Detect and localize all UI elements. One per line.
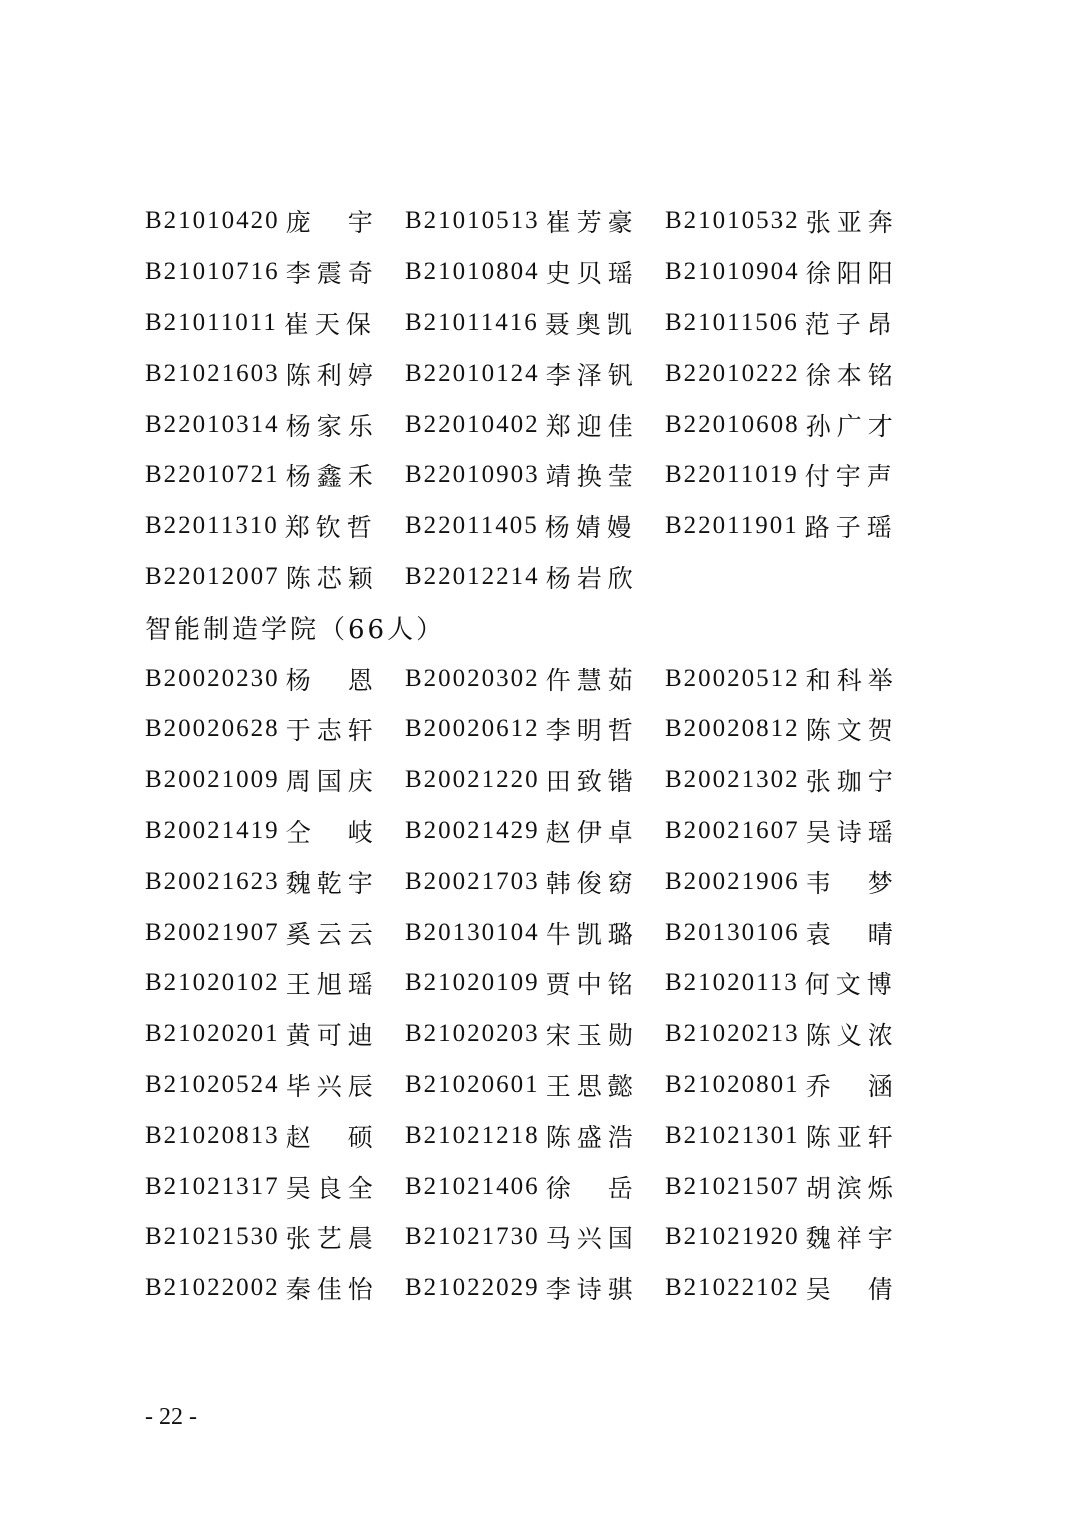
student-entry bbox=[145, 1169, 405, 1205]
student-id: B20021220 bbox=[405, 766, 540, 794]
student-name: 张珈宁 bbox=[805, 769, 899, 797]
name-row bbox=[145, 552, 945, 603]
student-id: B21020203 bbox=[405, 1020, 540, 1048]
student-entry bbox=[665, 1270, 925, 1306]
student-id: B21020201 bbox=[145, 1020, 280, 1048]
student-id: B21021218 bbox=[405, 1121, 540, 1149]
student-id: B21020601 bbox=[405, 1070, 540, 1098]
student-entry bbox=[665, 1016, 925, 1052]
student-id: B22012007 bbox=[145, 562, 280, 590]
student-name: 周国庆 bbox=[285, 769, 379, 797]
student-entry bbox=[405, 1270, 665, 1306]
name-row bbox=[145, 856, 945, 907]
student-entry bbox=[405, 356, 665, 392]
student-name: 魏乾宇 bbox=[285, 870, 379, 898]
student-name: 赵 硕 bbox=[285, 1124, 379, 1152]
student-name: 仵慧茹 bbox=[545, 667, 639, 695]
student-entry bbox=[145, 508, 405, 544]
student-name: 韦 梦 bbox=[805, 870, 899, 898]
student-entry bbox=[145, 1270, 405, 1306]
student-id: B21021507 bbox=[665, 1172, 800, 1200]
student-id: B21010513 bbox=[405, 207, 540, 235]
student-id: B22011310 bbox=[145, 512, 279, 540]
student-entry bbox=[405, 305, 665, 341]
student-name: 贾中铭 bbox=[545, 972, 639, 1000]
name-row bbox=[145, 247, 945, 298]
student-id: B20020612 bbox=[405, 715, 540, 743]
student-name: 徐本铭 bbox=[805, 362, 899, 390]
name-row bbox=[145, 1110, 945, 1161]
student-name: 李诗骐 bbox=[545, 1277, 639, 1305]
student-name: 牛凯璐 bbox=[545, 921, 639, 949]
student-id: B22011901 bbox=[665, 512, 799, 540]
student-name: 付宇声 bbox=[804, 464, 898, 492]
student-name: 和科举 bbox=[805, 667, 899, 695]
student-name: 杨家乐 bbox=[285, 413, 379, 441]
student-entry bbox=[405, 559, 665, 595]
student-name: 李震奇 bbox=[285, 261, 379, 289]
student-name: 陈利婷 bbox=[285, 362, 379, 390]
student-entry bbox=[145, 762, 405, 798]
student-entry bbox=[405, 203, 665, 239]
student-name: 田致锴 bbox=[545, 769, 639, 797]
name-row bbox=[145, 958, 945, 1009]
student-entry bbox=[145, 711, 405, 747]
student-entry bbox=[145, 203, 405, 239]
student-name: 韩俊窈 bbox=[545, 870, 639, 898]
student-name: 徐阳阳 bbox=[805, 261, 899, 289]
student-entry bbox=[665, 965, 925, 1001]
student-name: 陈芯颖 bbox=[285, 565, 379, 593]
student-entry bbox=[405, 864, 665, 900]
student-name: 黄可迪 bbox=[285, 1023, 379, 1051]
student-entry bbox=[405, 661, 665, 697]
student-id: B21022002 bbox=[145, 1274, 280, 1302]
student-name: 路子瑶 bbox=[804, 515, 898, 543]
student-name: 崔芳豪 bbox=[545, 210, 639, 238]
student-entry bbox=[145, 661, 405, 697]
student-id: B21021530 bbox=[145, 1223, 280, 1251]
student-name: 赵伊卓 bbox=[545, 819, 639, 847]
section-heading: 智能制造学院（66人） bbox=[145, 615, 446, 646]
student-id: B21011506 bbox=[665, 308, 799, 336]
student-id: B21011416 bbox=[405, 308, 539, 336]
student-id: B20020812 bbox=[665, 715, 800, 743]
student-entry bbox=[665, 711, 925, 747]
student-id: B21020801 bbox=[665, 1070, 800, 1098]
student-id: B21021730 bbox=[405, 1223, 540, 1251]
student-name: 袁 晴 bbox=[805, 921, 899, 949]
name-row bbox=[145, 755, 945, 806]
student-name: 范子昂 bbox=[804, 311, 898, 339]
student-entry bbox=[665, 254, 925, 290]
student-name: 何文博 bbox=[804, 972, 898, 1000]
student-entry bbox=[145, 1016, 405, 1052]
student-id: B20021429 bbox=[405, 816, 540, 844]
student-entry bbox=[665, 508, 925, 544]
student-id: B22010222 bbox=[665, 359, 800, 387]
student-entry bbox=[145, 915, 405, 951]
student-id: B20021906 bbox=[665, 867, 800, 895]
student-entry bbox=[665, 915, 925, 951]
student-entry bbox=[145, 407, 405, 443]
student-name: 庞 宇 bbox=[285, 210, 379, 238]
student-id: B22010124 bbox=[405, 359, 540, 387]
student-id: B21010532 bbox=[665, 207, 800, 235]
student-id: B21020813 bbox=[145, 1121, 280, 1149]
student-id: B21021920 bbox=[665, 1223, 800, 1251]
student-entry bbox=[665, 203, 925, 239]
student-entry bbox=[405, 457, 665, 493]
student-entry bbox=[405, 254, 665, 290]
student-name: 李泽钒 bbox=[545, 362, 639, 390]
student-name: 吴良全 bbox=[285, 1175, 379, 1203]
student-id: B22010314 bbox=[145, 410, 280, 438]
student-id: B20021907 bbox=[145, 918, 280, 946]
student-id: B21022029 bbox=[405, 1274, 540, 1302]
student-entry bbox=[405, 711, 665, 747]
student-id: B21020113 bbox=[665, 969, 799, 997]
student-id: B22011019 bbox=[665, 461, 799, 489]
student-id: B20130104 bbox=[405, 918, 540, 946]
section-list-intelligent-manufacturing bbox=[145, 653, 945, 1313]
name-row bbox=[145, 348, 945, 399]
student-name: 崔天保 bbox=[283, 311, 377, 339]
student-id: B20021009 bbox=[145, 766, 280, 794]
student-id: B21021317 bbox=[145, 1172, 280, 1200]
name-row bbox=[145, 298, 945, 349]
student-id: B22011405 bbox=[405, 512, 539, 540]
student-name: 秦佳怡 bbox=[285, 1277, 379, 1305]
student-list bbox=[145, 196, 945, 1314]
student-entry bbox=[665, 762, 925, 798]
student-id: B21010904 bbox=[665, 258, 800, 286]
student-entry bbox=[145, 356, 405, 392]
student-id: B21021406 bbox=[405, 1172, 540, 1200]
student-entry bbox=[145, 864, 405, 900]
student-id: B20020302 bbox=[405, 664, 540, 692]
student-entry bbox=[665, 661, 925, 697]
student-entry bbox=[145, 457, 405, 493]
student-name: 陈亚轩 bbox=[805, 1124, 899, 1152]
name-row bbox=[145, 501, 945, 552]
student-entry bbox=[665, 457, 925, 493]
student-id: B21020524 bbox=[145, 1070, 280, 1098]
student-entry bbox=[405, 508, 665, 544]
student-id: B20021419 bbox=[145, 816, 280, 844]
student-entry bbox=[665, 864, 925, 900]
student-id: B20021302 bbox=[665, 766, 800, 794]
name-row bbox=[145, 1263, 945, 1314]
student-entry bbox=[145, 254, 405, 290]
student-id: B22010721 bbox=[145, 461, 280, 489]
name-row bbox=[145, 806, 945, 857]
student-name: 李明哲 bbox=[545, 718, 639, 746]
name-row bbox=[145, 1212, 945, 1263]
name-row bbox=[145, 1161, 945, 1212]
student-entry bbox=[145, 1067, 405, 1103]
name-row bbox=[145, 399, 945, 450]
student-name: 乔 涵 bbox=[805, 1073, 899, 1101]
student-id: B22010402 bbox=[405, 410, 540, 438]
student-id: B21020213 bbox=[665, 1020, 800, 1048]
student-entry bbox=[145, 305, 405, 341]
student-id: B21022102 bbox=[665, 1274, 800, 1302]
student-name: 魏祥宇 bbox=[805, 1226, 899, 1254]
student-entry bbox=[405, 1016, 665, 1052]
student-id: B21021603 bbox=[145, 359, 280, 387]
student-name: 陈文贺 bbox=[805, 718, 899, 746]
student-entry bbox=[145, 559, 405, 595]
student-entry bbox=[665, 1067, 925, 1103]
student-name: 郑钦哲 bbox=[284, 515, 378, 543]
student-id: B22012214 bbox=[405, 562, 540, 590]
student-name: 史贝瑶 bbox=[545, 261, 639, 289]
student-id: B21010420 bbox=[145, 207, 280, 235]
student-entry bbox=[665, 407, 925, 443]
student-name: 靖换莹 bbox=[545, 464, 639, 492]
student-id: B21020102 bbox=[145, 969, 280, 997]
student-entry bbox=[405, 1169, 665, 1205]
student-entry bbox=[665, 1219, 925, 1255]
student-name: 聂奥凯 bbox=[544, 311, 638, 339]
student-entry bbox=[405, 813, 665, 849]
student-id: B22010903 bbox=[405, 461, 540, 489]
name-row bbox=[145, 1060, 945, 1111]
student-name: 于志轩 bbox=[285, 718, 379, 746]
student-name: 郑迎佳 bbox=[545, 413, 639, 441]
student-name: 毕兴辰 bbox=[285, 1073, 379, 1101]
student-entry bbox=[405, 915, 665, 951]
student-id: B21021301 bbox=[665, 1121, 800, 1149]
student-entry bbox=[405, 1118, 665, 1154]
student-id: B20020628 bbox=[145, 715, 280, 743]
student-name: 杨鑫禾 bbox=[285, 464, 379, 492]
section-list-continued bbox=[145, 196, 945, 602]
student-name: 孙广才 bbox=[805, 413, 899, 441]
student-id: B20130106 bbox=[665, 918, 800, 946]
student-name: 宋玉勋 bbox=[545, 1023, 639, 1051]
student-entry bbox=[405, 762, 665, 798]
student-name: 杨婧嫚 bbox=[544, 515, 638, 543]
name-row bbox=[145, 653, 945, 704]
student-id: B20021623 bbox=[145, 867, 280, 895]
page-number: - 22 - bbox=[145, 1404, 197, 1430]
student-entry bbox=[665, 1169, 925, 1205]
name-row bbox=[145, 450, 945, 501]
student-entry bbox=[405, 407, 665, 443]
student-name: 杨岩欣 bbox=[545, 565, 639, 593]
student-id: B20021703 bbox=[405, 867, 540, 895]
student-id: B21010804 bbox=[405, 258, 540, 286]
student-entry bbox=[145, 1118, 405, 1154]
student-id: B20020230 bbox=[145, 664, 280, 692]
student-name: 吴 倩 bbox=[805, 1277, 899, 1305]
student-name: 仝 岐 bbox=[285, 819, 379, 847]
student-name: 徐 岳 bbox=[545, 1175, 639, 1203]
student-name: 王思懿 bbox=[545, 1073, 639, 1101]
student-id: B20021607 bbox=[665, 816, 800, 844]
student-entry bbox=[145, 1219, 405, 1255]
student-name: 张艺晨 bbox=[285, 1226, 379, 1254]
student-id: B22010608 bbox=[665, 410, 800, 438]
student-name: 陈义浓 bbox=[805, 1023, 899, 1051]
student-entry bbox=[145, 813, 405, 849]
student-id: B21011011 bbox=[145, 308, 278, 336]
student-entry bbox=[145, 965, 405, 1001]
student-entry bbox=[665, 356, 925, 392]
name-row bbox=[145, 1009, 945, 1060]
student-name: 奚云云 bbox=[285, 921, 379, 949]
student-entry bbox=[405, 965, 665, 1001]
student-entry bbox=[665, 305, 925, 341]
student-name: 王旭瑶 bbox=[285, 972, 379, 1000]
student-name: 张亚奔 bbox=[805, 210, 899, 238]
name-row bbox=[145, 907, 945, 958]
student-name: 杨 恩 bbox=[285, 667, 379, 695]
student-entry bbox=[665, 813, 925, 849]
student-id: B20020512 bbox=[665, 664, 800, 692]
student-name: 陈盛浩 bbox=[545, 1124, 639, 1152]
name-row bbox=[145, 704, 945, 755]
student-name: 吴诗瑶 bbox=[805, 819, 899, 847]
student-id: B21010716 bbox=[145, 258, 280, 286]
student-name: 胡滨烁 bbox=[805, 1175, 899, 1203]
student-id: B21020109 bbox=[405, 969, 540, 997]
student-entry bbox=[665, 1118, 925, 1154]
student-entry bbox=[405, 1219, 665, 1255]
student-name: 马兴国 bbox=[545, 1226, 639, 1254]
student-entry bbox=[405, 1067, 665, 1103]
name-row bbox=[145, 196, 945, 247]
